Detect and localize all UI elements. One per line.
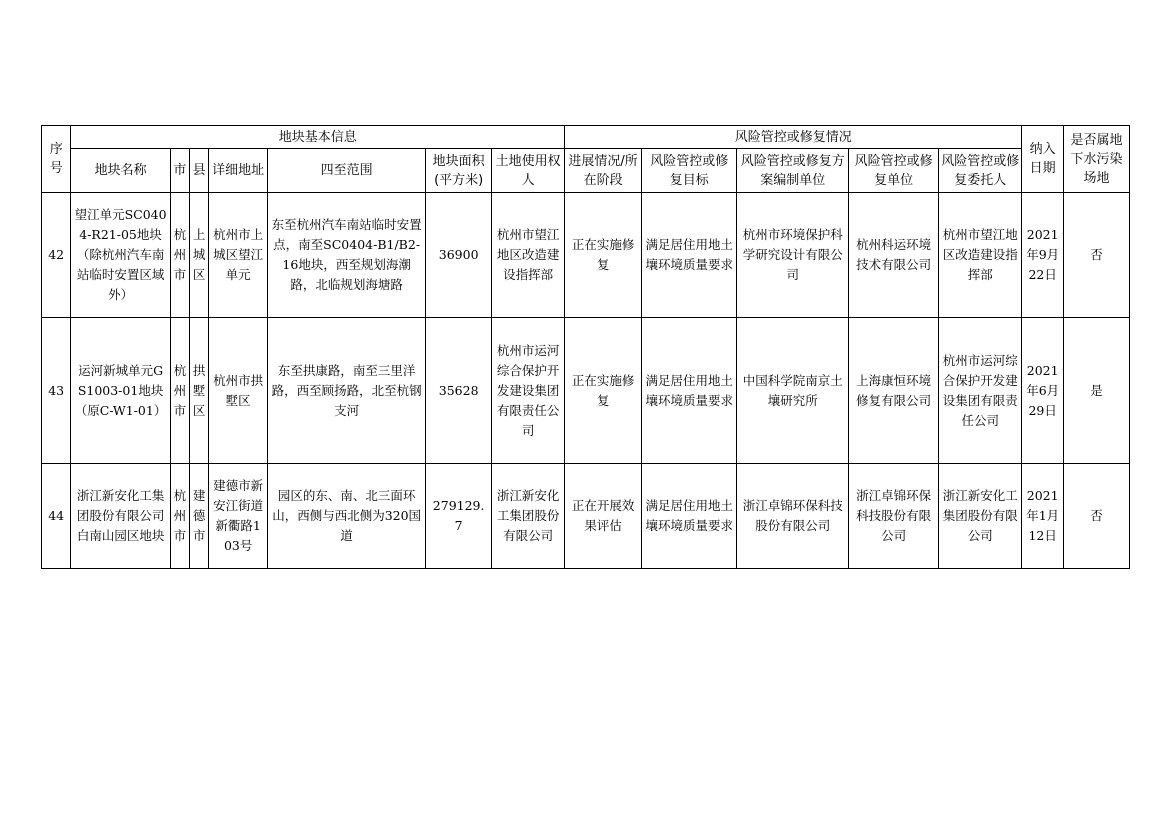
cell-boundary: 东至杭州汽车南站临时安置点，南至SC0404-B1/B2-16地块，西至规划海潮路，北临规划海塘路	[268, 193, 426, 318]
header-seq: 序号	[42, 126, 71, 193]
header-repair-unit: 风险管控或修复单位	[848, 149, 938, 193]
cell-client: 杭州市运河综合保护开发建设集团有限责任公司	[939, 318, 1022, 464]
cell-city: 杭州市	[170, 464, 189, 569]
cell-city: 杭州市	[170, 193, 189, 318]
header-plan-unit: 风险管控或修复方案编制单位	[737, 149, 849, 193]
contaminated-sites-table	[41, 125, 1130, 569]
cell-city: 杭州市	[170, 318, 189, 464]
cell-plan-unit: 中国科学院南京土壤研究所	[737, 318, 849, 464]
cell-groundwater: 否	[1063, 464, 1129, 569]
header-county: 县	[190, 149, 209, 193]
header-inclusion-date: 纳入日期	[1022, 126, 1064, 193]
cell-date: 2021年1月12日	[1022, 464, 1064, 569]
cell-address: 杭州市上城区望江单元	[209, 193, 268, 318]
table-row	[42, 318, 1130, 464]
cell-plan-unit: 浙江卓锦环保科技股份有限公司	[737, 464, 849, 569]
cell-area: 36900	[426, 193, 492, 318]
cell-owner: 杭州市望江地区改造建设指挥部	[492, 193, 565, 318]
cell-plan-unit: 杭州市环境保护科学研究设计有限公司	[737, 193, 849, 318]
cell-address: 杭州市拱墅区	[209, 318, 268, 464]
cell-progress: 正在开展效果评估	[565, 464, 642, 569]
header-client: 风险管控或修复委托人	[939, 149, 1022, 193]
header-progress: 进展情况/所在阶段	[565, 149, 642, 193]
cell-progress: 正在实施修复	[565, 318, 642, 464]
cell-county: 上城区	[190, 193, 209, 318]
cell-repair-unit: 上海康恒环境修复有限公司	[848, 318, 938, 464]
cell-repair-unit: 浙江卓锦环保科技股份有限公司	[848, 464, 938, 569]
cell-repair-unit: 杭州科运环境技术有限公司	[848, 193, 938, 318]
cell-groundwater: 否	[1063, 193, 1129, 318]
cell-date: 2021年6月29日	[1022, 318, 1064, 464]
cell-boundary: 园区的东、南、北三面环山，西侧与西北侧为320国道	[268, 464, 426, 569]
header-basic-info: 地块基本信息	[71, 126, 565, 149]
header-risk-control: 风险管控或修复情况	[565, 126, 1022, 149]
cell-progress: 正在实施修复	[565, 193, 642, 318]
header-boundary: 四至范围	[268, 149, 426, 193]
header-target: 风险管控或修复目标	[642, 149, 737, 193]
cell-site-name: 浙江新安化工集团股份有限公司白南山园区地块	[71, 464, 170, 569]
cell-date: 2021年9月22日	[1022, 193, 1064, 318]
header-area: 地块面积(平方米)	[426, 149, 492, 193]
header-groundwater: 是否属地下水污染场地	[1063, 126, 1129, 193]
cell-site-name: 运河新城单元GS1003-01地块（原C-W1-01）	[71, 318, 170, 464]
cell-seq: 43	[42, 318, 71, 464]
cell-address: 建德市新安江街道新衢路103号	[209, 464, 268, 569]
table-row	[42, 464, 1130, 569]
cell-seq: 42	[42, 193, 71, 318]
cell-area: 279129.7	[426, 464, 492, 569]
cell-county: 建德市	[190, 464, 209, 569]
cell-county: 拱墅区	[190, 318, 209, 464]
cell-owner: 杭州市运河综合保护开发建设集团有限责任公司	[492, 318, 565, 464]
cell-boundary: 东至拱康路，南至三里洋路，西至顾扬路，北至杭钢支河	[268, 318, 426, 464]
cell-site-name: 望江单元SC0404-R21-05地块（除杭州汽车南站临时安置区域外）	[71, 193, 170, 318]
cell-area: 35628	[426, 318, 492, 464]
header-city: 市	[170, 149, 189, 193]
table-row	[42, 193, 1130, 318]
cell-groundwater: 是	[1063, 318, 1129, 464]
cell-client: 浙江新安化工集团股份有限公司	[939, 464, 1022, 569]
cell-seq: 44	[42, 464, 71, 569]
header-site-name: 地块名称	[71, 149, 170, 193]
cell-client: 杭州市望江地区改造建设指挥部	[939, 193, 1022, 318]
header-owner: 土地使用权人	[492, 149, 565, 193]
header-address: 详细地址	[209, 149, 268, 193]
cell-owner: 浙江新安化工集团股份有限公司	[492, 464, 565, 569]
cell-target: 满足居住用地土壤环境质量要求	[642, 193, 737, 318]
cell-target: 满足居住用地土壤环境质量要求	[642, 318, 737, 464]
cell-target: 满足居住用地土壤环境质量要求	[642, 464, 737, 569]
